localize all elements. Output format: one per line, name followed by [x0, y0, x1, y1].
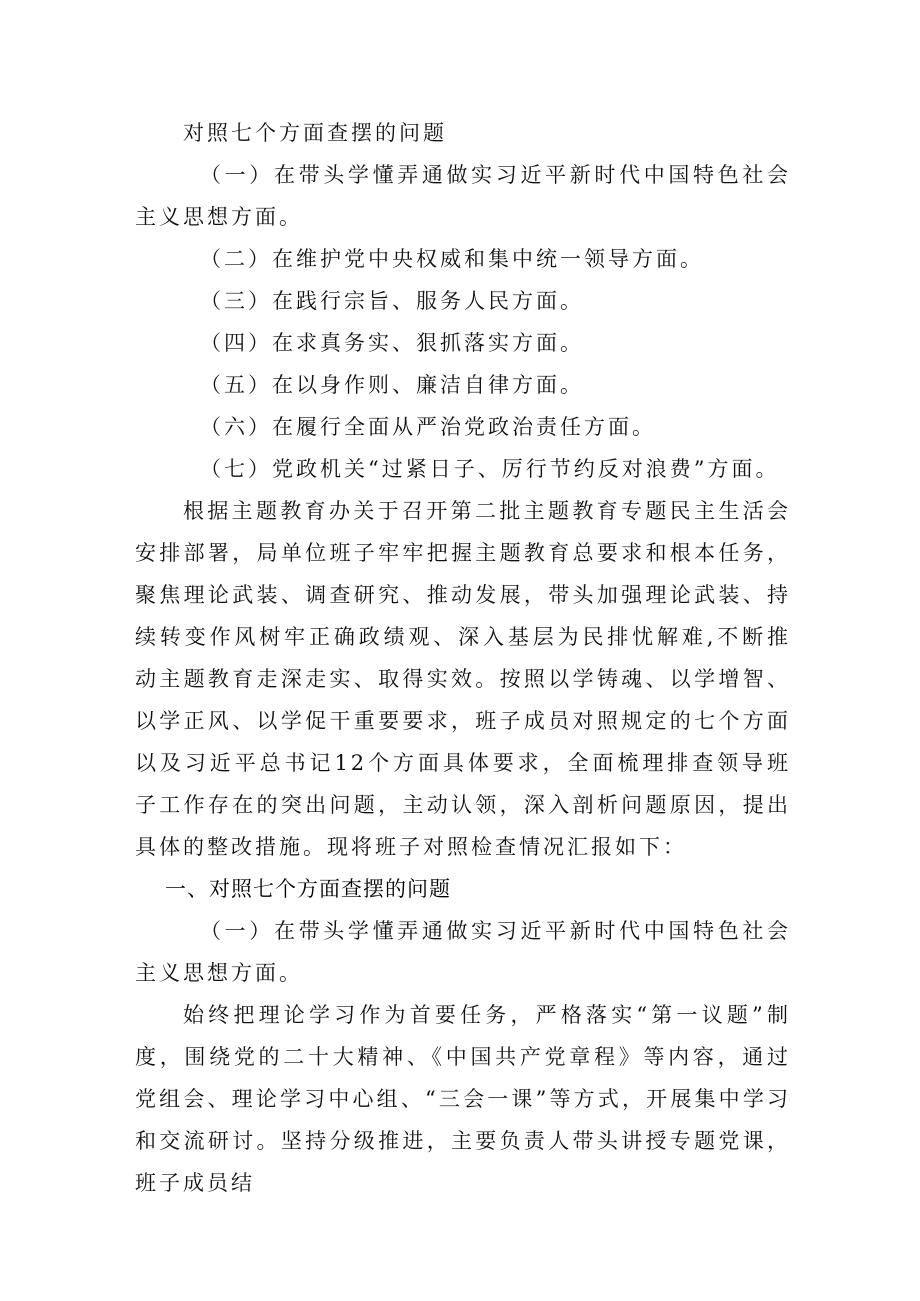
section-heading: 一、对照七个方面查摆的问题 — [165, 877, 451, 901]
item-7: （七）党政机关“过紧日子、厉行节约反对浪费”方面。 — [200, 457, 780, 481]
section-item: （一）在带头学懂弄通做实习近平新时代中国特色社会主义思想方面。 — [135, 919, 791, 985]
body-paragraph: 始终把理论学习作为首要任务，严格落实“第一议题”制度，围绕党的二十大精神、《中国共产党章程》等内容，通过党组会、理论学习中心组、“三会一课”等方式，开展集中学习和交流研讨。坚持分级推进，主要负责人带头讲授专题党课，班子成员结 — [135, 1003, 791, 1195]
title-line: 对照七个方面查摆的问题 — [183, 121, 447, 145]
item-5: （五）在以身作则、廉洁自律方面。 — [200, 373, 584, 397]
intro-paragraph: 根据主题教育办关于召开第二批主题教育专题民主生活会安排部署，局单位班子牢牢把握主题教育总要求和根本任务，聚焦理论武装、调查研究、推动发展，带头加强理论武装、持续转变作风树牢正确政绩观、深入基层为民排忧解难,不断推动主题教育走深走实、取得实效。按照以学铸魂、以学增智、以学正风、以学促干重要要求，班子成员对照规定的七个方面以及习近平总书记12个方面具体要求，全面梳理排查领导班子工作存在的突出问题，主动认领，深入剖析问题原因，提出具体的整改措施。现将班子对照检查情况汇报如下： — [135, 499, 791, 859]
item-1: （一）在带头学懂弄通做实习近平新时代中国特色社会主义思想方面。 — [135, 163, 791, 229]
document-body — [135, 112, 791, 1204]
item-6: （六）在履行全面从严治党政治责任方面。 — [200, 415, 656, 439]
item-4: （四）在求真务实、狠抓落实方面。 — [200, 331, 584, 355]
item-3: （三）在践行宗旨、服务人民方面。 — [200, 289, 584, 313]
item-2: （二）在维护党中央权威和集中统一领导方面。 — [200, 247, 704, 271]
